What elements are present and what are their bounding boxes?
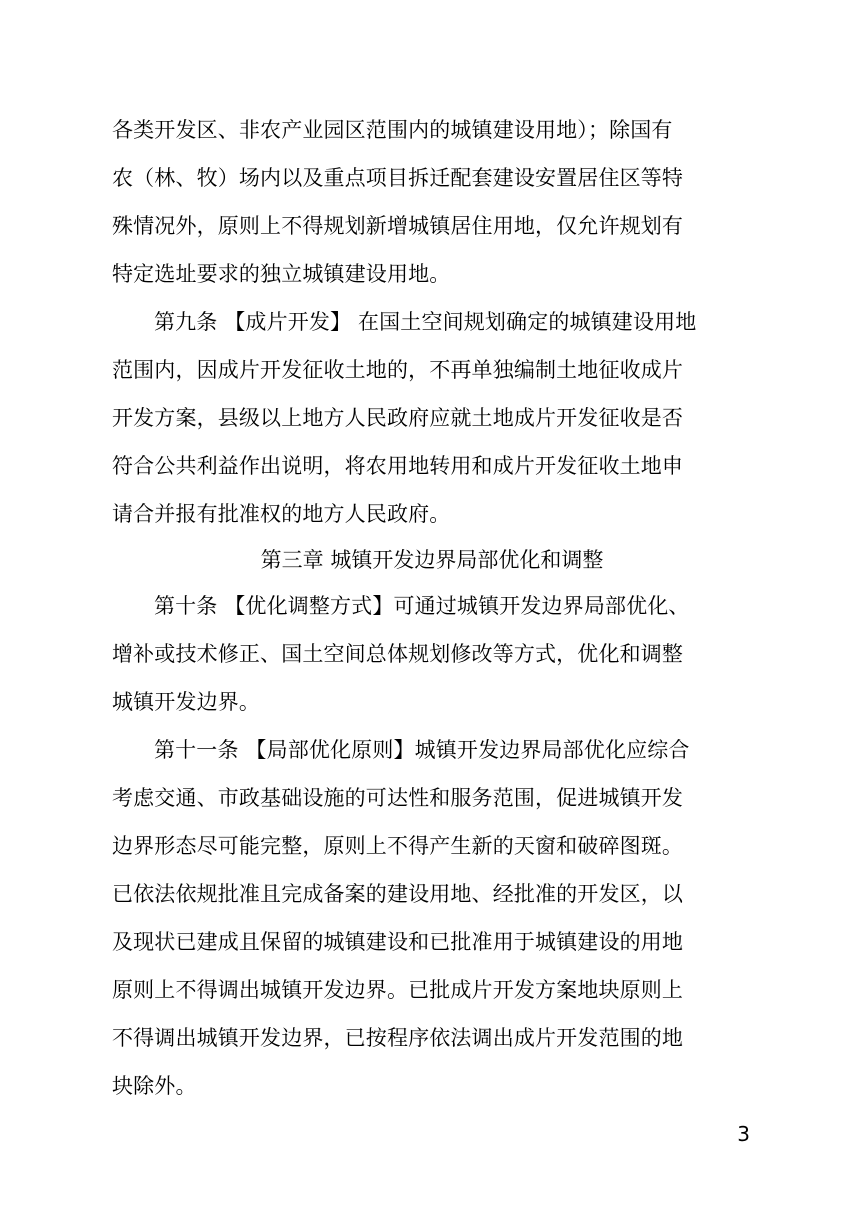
text-line: 块除外。: [112, 1074, 197, 1098]
paragraph-block-articles-ten-eleven: [112, 582, 752, 1110]
text-line: 农（林、牧）场内以及重点项目拆迁配套建设安置居住区等特: [112, 166, 684, 190]
text-line: 开发方案，县级以上地方人民政府应就土地成片开发征收是否: [112, 406, 684, 430]
article-eleven-heading-line: 第十一条 【局部优化原则】城镇开发边界局部优化应综合: [154, 738, 690, 762]
text-line: 考虑交通、市政基础设施的可达性和服务范围，促进城镇开发: [112, 786, 684, 810]
text-line: 增补或技术修正、国土空间总体规划修改等方式，优化和调整: [112, 642, 684, 666]
text-line: 请合并报有批准权的地方人民政府。: [112, 502, 451, 526]
article-nine-heading-line: 第九条 【成片开发】 在国土空间规划确定的城镇建设用地: [154, 310, 697, 334]
text-line: 范围内，因成片开发征收土地的，不再单独编制土地征收成片: [112, 358, 684, 382]
text-line: 符合公共利益作出说明，将农用地转用和成片开发征收土地申: [112, 454, 684, 478]
text-line: 不得调出城镇开发边界，已按程序依法调出成片开发范围的地: [112, 1026, 684, 1050]
text-line: 特定选址要求的独立城镇建设用地。: [112, 262, 451, 286]
text-line: 边界形态尽可能完整，原则上不得产生新的天窗和破碎图斑。: [112, 834, 684, 858]
paragraph-block-continuation-article-nine: [112, 106, 752, 538]
chapter-title: 第三章 城镇开发边界局部优化和调整: [260, 548, 604, 572]
article-ten-heading-line: 第十条 【优化调整方式】可通过城镇开发边界局部优化、: [154, 594, 690, 618]
text-line: 原则上不得调出城镇开发边界。已批成片开发方案地块原则上: [112, 978, 684, 1002]
text-line: 各类开发区、非农产业园区范围内的城镇建设用地）；除国有: [112, 118, 673, 142]
text-line: 殊情况外，原则上不得规划新增城镇居住用地，仅允许规划有: [112, 214, 684, 238]
page-number: 3: [737, 1122, 750, 1146]
text-line: 城镇开发边界。: [112, 690, 261, 714]
text-line: 已依法依规批准且完成备案的建设用地、经批准的开发区，以: [112, 882, 684, 906]
text-line: 及现状已建成且保留的城镇建设和已批准用于城镇建设的用地: [112, 930, 684, 954]
